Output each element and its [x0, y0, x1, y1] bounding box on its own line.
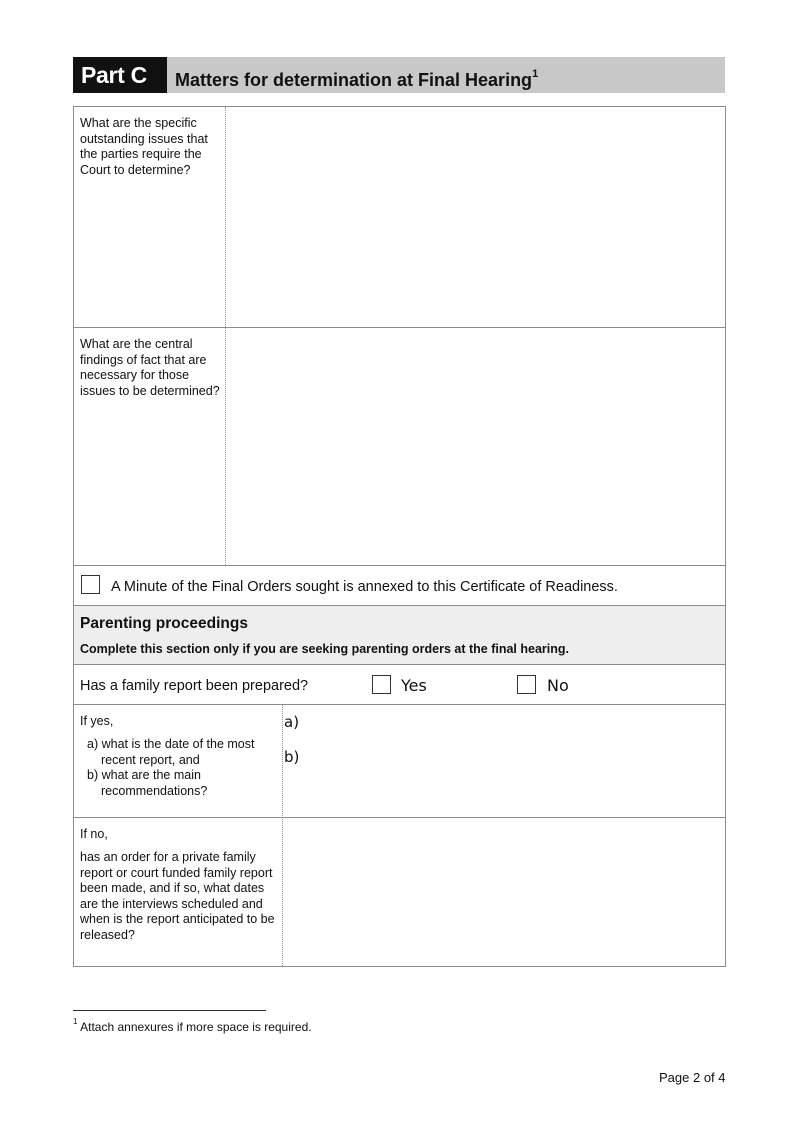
family-report-yes-checkbox[interactable]	[372, 675, 391, 694]
findings-question: What are the central findings of fact that are necessary for those issues to be determined?	[80, 337, 220, 398]
row-divider	[73, 817, 726, 818]
family-report-no-label: No	[547, 676, 569, 695]
minute-annexed-label: A Minute of the Final Orders sought is annexed to this Certificate of Readiness.	[111, 579, 618, 595]
if-yes-item-b-cont: recommendations?	[101, 784, 208, 798]
private-report-answer-field[interactable]	[285, 819, 724, 965]
if-no-heading: If no,	[80, 827, 108, 841]
parenting-subtitle: Complete this section only if you are seeking parenting orders at the final hearing.	[80, 642, 569, 656]
family-report-yes-label: Yes	[401, 676, 427, 695]
row-divider	[73, 565, 726, 566]
report-date-field[interactable]	[306, 708, 724, 738]
footnote-ref: 1	[532, 68, 539, 80]
issues-answer-field[interactable]	[227, 108, 724, 326]
if-yes-item-a: a) what is the date of the most	[87, 737, 255, 751]
page-number: Page 2 of 4	[659, 1070, 726, 1085]
if-yes-item-a-cont: recent report, and	[101, 753, 200, 767]
if-no-question: has an order for a private family report or court funded family report been made, and if so, what dates are the interviews scheduled and when is the report anticipated to be released?	[80, 850, 275, 942]
row-divider	[73, 327, 726, 328]
answer-b-label: b)	[284, 748, 300, 766]
row-divider	[73, 704, 726, 705]
footnote	[73, 1019, 312, 1034]
footnote-divider	[73, 1010, 266, 1011]
parenting-title: Parenting proceedings	[80, 615, 248, 632]
part-label: Part C	[73, 57, 167, 93]
row-divider	[73, 664, 726, 665]
column-divider	[282, 705, 283, 966]
if-yes-item-b: b) what are the main	[87, 768, 201, 782]
if-yes-heading: If yes,	[80, 714, 114, 728]
minute-annexed-checkbox[interactable]	[81, 575, 100, 594]
answer-a-label: a)	[284, 713, 300, 731]
part-title	[175, 57, 538, 93]
findings-answer-field[interactable]	[227, 329, 724, 564]
recommendations-field[interactable]	[306, 743, 724, 815]
issues-question: What are the specific outstanding issues that the parties require the Court to determine?	[80, 116, 208, 177]
part-title-text: Matters for determination at Final Hearing	[175, 70, 533, 90]
family-report-no-checkbox[interactable]	[517, 675, 536, 694]
column-divider	[225, 107, 226, 565]
footnote-marker: 1	[73, 1017, 78, 1026]
family-report-question: Has a family report been prepared?	[80, 678, 309, 694]
footnote-text: Attach annexures if more space is required.	[80, 1020, 312, 1034]
